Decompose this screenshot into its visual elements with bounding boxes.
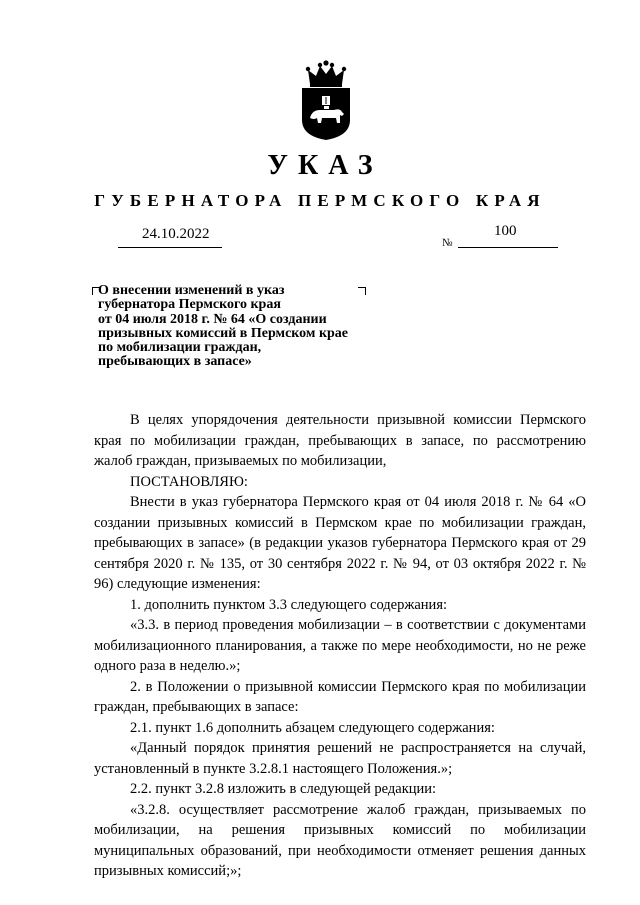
body-paragraph: «3.3. в период проведения мобилизации – в соответствии с документами мобилизационного планирования, а также по мере необходимости, но не реже одного раза в неделю.»; <box>94 617 586 674</box>
body-paragraph: 2.2. пункт 3.2.8 изложить в следующей редакции: <box>130 781 437 797</box>
body-paragraph: 1. дополнить пунктом 3.3 следующего содержания: <box>130 596 448 613</box>
body-paragraph: «3.2.8. осуществляет рассмотрение жалоб граждан, призываемых по мобилизации, на решения призывных комиссий по мобилизации муниципальных образований, при необходимости отменяет решения данных призывных комиссий;»; <box>94 801 586 879</box>
decree-number: 100 <box>494 223 517 239</box>
body-paragraph: 2. в Положении о призывной комиссии Пермского края по мобилизации граждан, пребывающих в запасе: <box>94 678 586 715</box>
document-subtitle: ГУБЕРНАТОРА ПЕРМСКОГО КРАЯ <box>94 191 546 210</box>
decree-subject <box>98 284 388 370</box>
number-underline <box>458 247 558 248</box>
date-underline <box>118 247 222 248</box>
subject-line: призывных комиссий в Пермском крае <box>98 325 349 341</box>
coat-of-arms-icon <box>296 60 356 142</box>
resolve-heading: ПОСТАНОВЛЯЮ: <box>130 473 248 490</box>
subject-line: от 04 июля 2018 г. № 64 «О создании <box>98 311 327 327</box>
decree-body <box>94 410 586 882</box>
document-title: УКАЗ <box>267 150 383 181</box>
decree-date: 24.10.2022 <box>142 226 210 242</box>
subject-line: по мобилизации граждан, <box>98 340 262 356</box>
body-paragraph: 2.1. пункт 1.6 дополнить абзацем следующего содержания: <box>130 719 495 736</box>
subject-line: пребывающих в запасе» <box>98 354 252 370</box>
preamble-paragraph: В целях упорядочения деятельности призывной комиссии Пермского края по мобилизации граждан, пребывающих в запасе, по рассмотрению жалоб граждан, призываемых по мобилизации, <box>94 412 586 469</box>
body-paragraph: Внести в указ губернатора Пермского края от 04 июля 2018 г. № 64 «О создании призывных комиссий в Пермском крае по мобилизации граждан, пребывающих в запасе» (в редакции указов губернатора Пермского края от 29 сентября 2020 г. № 135, от 30 сентября 2022 г. № 94, от 03 октября 2022 г. № 96) следующие изменения: <box>94 494 586 592</box>
body-paragraph: «Данный порядок принятия решений не распространяется на случай, установленный в пункте 3.2.8.1 настоящего Положения.»; <box>94 740 586 777</box>
subject-line: О внесении изменений в указ <box>98 283 285 298</box>
subject-line: губернатора Пермского края <box>98 297 281 313</box>
number-sign: № <box>442 237 453 249</box>
